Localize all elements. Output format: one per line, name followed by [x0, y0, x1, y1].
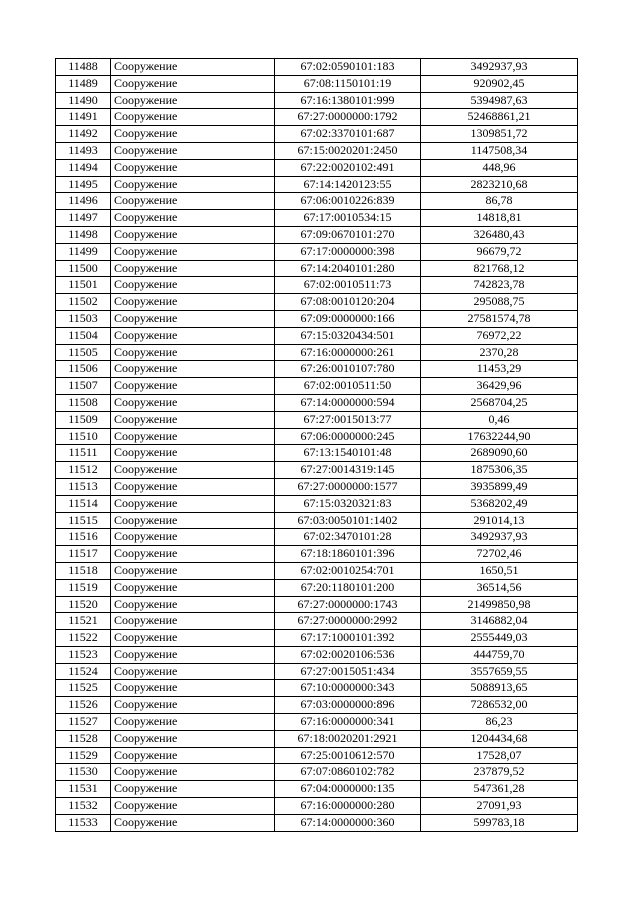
row-number-cell: 11533	[56, 814, 111, 831]
row-number-cell: 11499	[56, 243, 111, 260]
row-number-cell: 11492	[56, 126, 111, 143]
cadastral-number-cell: 67:16:0000000:341	[275, 714, 421, 731]
row-number-cell: 11529	[56, 747, 111, 764]
cadastral-value-cell: 2370,28	[421, 344, 578, 361]
row-number-cell: 11517	[56, 546, 111, 563]
cadastral-number-cell: 67:08:1150101:19	[275, 75, 421, 92]
object-type-cell: Сооружение	[111, 344, 275, 361]
object-type-cell: Сооружение	[111, 495, 275, 512]
row-number-cell: 11513	[56, 478, 111, 495]
object-type-cell: Сооружение	[111, 562, 275, 579]
cadastral-number-cell: 67:10:0000000:343	[275, 680, 421, 697]
cadastral-number-cell: 67:16:0000000:280	[275, 798, 421, 815]
cadastral-number-cell: 67:02:3470101:28	[275, 529, 421, 546]
object-type-cell: Сооружение	[111, 394, 275, 411]
cadastral-number-cell: 67:14:2040101:280	[275, 260, 421, 277]
table-row	[56, 462, 578, 479]
table-row	[56, 428, 578, 445]
cadastral-value-cell: 3492937,93	[421, 529, 578, 546]
cadastral-value-cell: 1147508,34	[421, 142, 578, 159]
cadastral-value-cell: 0,46	[421, 411, 578, 428]
object-type-cell: Сооружение	[111, 478, 275, 495]
object-type-cell: Сооружение	[111, 159, 275, 176]
cadastral-value-cell: 96679,72	[421, 243, 578, 260]
row-number-cell: 11510	[56, 428, 111, 445]
cadastral-value-cell: 17632244,90	[421, 428, 578, 445]
table-row	[56, 445, 578, 462]
table-row	[56, 59, 578, 76]
cadastral-value-cell: 27581574,78	[421, 310, 578, 327]
object-type-cell: Сооружение	[111, 781, 275, 798]
cadastral-value-cell: 291014,13	[421, 512, 578, 529]
row-number-cell: 11498	[56, 226, 111, 243]
table-row	[56, 697, 578, 714]
cadastral-value-cell: 2689090,60	[421, 445, 578, 462]
cadastral-number-cell: 67:22:0020102:491	[275, 159, 421, 176]
table-row	[56, 243, 578, 260]
table-row	[56, 747, 578, 764]
object-type-cell: Сооружение	[111, 411, 275, 428]
cadastral-number-cell: 67:14:0000000:594	[275, 394, 421, 411]
row-number-cell: 11502	[56, 294, 111, 311]
object-type-cell: Сооружение	[111, 109, 275, 126]
row-number-cell: 11520	[56, 596, 111, 613]
table-row	[56, 176, 578, 193]
object-type-cell: Сооружение	[111, 680, 275, 697]
cadastral-value-cell: 14818,81	[421, 210, 578, 227]
row-number-cell: 11530	[56, 764, 111, 781]
object-type-cell: Сооружение	[111, 142, 275, 159]
table-row	[56, 579, 578, 596]
table-row	[56, 478, 578, 495]
cadastral-number-cell: 67:02:0010511:73	[275, 277, 421, 294]
cadastral-value-cell: 448,96	[421, 159, 578, 176]
table-row	[56, 361, 578, 378]
object-type-cell: Сооружение	[111, 714, 275, 731]
row-number-cell: 11489	[56, 75, 111, 92]
cadastral-number-cell: 67:26:0010107:780	[275, 361, 421, 378]
table-row	[56, 613, 578, 630]
object-type-cell: Сооружение	[111, 646, 275, 663]
cadastral-number-cell: 67:04:0000000:135	[275, 781, 421, 798]
table-row	[56, 210, 578, 227]
table-row	[56, 344, 578, 361]
cadastral-value-cell: 5088913,65	[421, 680, 578, 697]
table-row	[56, 142, 578, 159]
table-row	[56, 663, 578, 680]
cadastral-value-cell: 326480,43	[421, 226, 578, 243]
cadastral-number-cell: 67:02:3370101:687	[275, 126, 421, 143]
object-type-cell: Сооружение	[111, 92, 275, 109]
cadastral-number-cell: 67:27:0000000:1577	[275, 478, 421, 495]
cadastral-value-cell: 1650,51	[421, 562, 578, 579]
table-row	[56, 529, 578, 546]
object-type-cell: Сооружение	[111, 277, 275, 294]
row-number-cell: 11493	[56, 142, 111, 159]
table-row	[56, 294, 578, 311]
table-row	[56, 798, 578, 815]
cadastral-number-cell: 67:02:0010511:50	[275, 378, 421, 395]
cadastral-number-cell: 67:18:1860101:396	[275, 546, 421, 563]
row-number-cell: 11496	[56, 193, 111, 210]
object-type-cell: Сооружение	[111, 193, 275, 210]
row-number-cell: 11523	[56, 646, 111, 663]
row-number-cell: 11491	[56, 109, 111, 126]
table-row	[56, 630, 578, 647]
row-number-cell: 11506	[56, 361, 111, 378]
cadastral-number-cell: 67:16:1380101:999	[275, 92, 421, 109]
cadastral-number-cell: 67:15:0320321:83	[275, 495, 421, 512]
cadastral-number-cell: 67:17:0010534:15	[275, 210, 421, 227]
row-number-cell: 11522	[56, 630, 111, 647]
object-type-cell: Сооружение	[111, 294, 275, 311]
cadastral-number-cell: 67:07:0860102:782	[275, 764, 421, 781]
table-row	[56, 546, 578, 563]
cadastral-value-cell: 547361,28	[421, 781, 578, 798]
registry-table	[55, 58, 578, 832]
row-number-cell: 11521	[56, 613, 111, 630]
cadastral-value-cell: 821768,12	[421, 260, 578, 277]
cadastral-number-cell: 67:15:0320434:501	[275, 327, 421, 344]
object-type-cell: Сооружение	[111, 260, 275, 277]
cadastral-number-cell: 67:14:0000000:360	[275, 814, 421, 831]
cadastral-number-cell: 67:03:0050101:1402	[275, 512, 421, 529]
cadastral-value-cell: 3146882,04	[421, 613, 578, 630]
object-type-cell: Сооружение	[111, 730, 275, 747]
row-number-cell: 11505	[56, 344, 111, 361]
cadastral-value-cell: 2568704,25	[421, 394, 578, 411]
cadastral-value-cell: 920902,45	[421, 75, 578, 92]
row-number-cell: 11501	[56, 277, 111, 294]
row-number-cell: 11500	[56, 260, 111, 277]
cadastral-number-cell: 67:27:0000000:1743	[275, 596, 421, 613]
object-type-cell: Сооружение	[111, 663, 275, 680]
table-row	[56, 378, 578, 395]
row-number-cell: 11508	[56, 394, 111, 411]
cadastral-value-cell: 86,23	[421, 714, 578, 731]
table-row	[56, 193, 578, 210]
object-type-cell: Сооружение	[111, 462, 275, 479]
cadastral-number-cell: 67:25:0010612:570	[275, 747, 421, 764]
object-type-cell: Сооружение	[111, 596, 275, 613]
table-row	[56, 781, 578, 798]
object-type-cell: Сооружение	[111, 176, 275, 193]
cadastral-number-cell: 67:27:0014319:145	[275, 462, 421, 479]
object-type-cell: Сооружение	[111, 697, 275, 714]
table-row	[56, 714, 578, 731]
object-type-cell: Сооружение	[111, 613, 275, 630]
row-number-cell: 11524	[56, 663, 111, 680]
object-type-cell: Сооружение	[111, 630, 275, 647]
table-row	[56, 327, 578, 344]
row-number-cell: 11532	[56, 798, 111, 815]
cadastral-number-cell: 67:08:0010120:204	[275, 294, 421, 311]
row-number-cell: 11527	[56, 714, 111, 731]
table-row	[56, 680, 578, 697]
table-row	[56, 411, 578, 428]
object-type-cell: Сооружение	[111, 210, 275, 227]
cadastral-value-cell: 3935899,49	[421, 478, 578, 495]
table-row	[56, 512, 578, 529]
object-type-cell: Сооружение	[111, 327, 275, 344]
row-number-cell: 11525	[56, 680, 111, 697]
cadastral-value-cell: 599783,18	[421, 814, 578, 831]
table-row	[56, 814, 578, 831]
cadastral-value-cell: 7286532,00	[421, 697, 578, 714]
row-number-cell: 11507	[56, 378, 111, 395]
cadastral-number-cell: 67:20:1180101:200	[275, 579, 421, 596]
object-type-cell: Сооружение	[111, 764, 275, 781]
table-row	[56, 730, 578, 747]
cadastral-number-cell: 67:02:0020106:536	[275, 646, 421, 663]
cadastral-value-cell: 1309851,72	[421, 126, 578, 143]
table-row	[56, 75, 578, 92]
table-row	[56, 159, 578, 176]
cadastral-value-cell: 5368202,49	[421, 495, 578, 512]
row-number-cell: 11526	[56, 697, 111, 714]
cadastral-number-cell: 67:13:1540101:48	[275, 445, 421, 462]
table-row	[56, 126, 578, 143]
row-number-cell: 11494	[56, 159, 111, 176]
row-number-cell: 11511	[56, 445, 111, 462]
row-number-cell: 11514	[56, 495, 111, 512]
object-type-cell: Сооружение	[111, 226, 275, 243]
object-type-cell: Сооружение	[111, 428, 275, 445]
cadastral-value-cell: 1204434,68	[421, 730, 578, 747]
cadastral-value-cell: 52468861,21	[421, 109, 578, 126]
cadastral-value-cell: 36514,56	[421, 579, 578, 596]
cadastral-value-cell: 3557659,55	[421, 663, 578, 680]
cadastral-number-cell: 67:09:0000000:166	[275, 310, 421, 327]
object-type-cell: Сооружение	[111, 59, 275, 76]
table-row	[56, 260, 578, 277]
row-number-cell: 11503	[56, 310, 111, 327]
object-type-cell: Сооружение	[111, 529, 275, 546]
cadastral-number-cell: 67:06:0010226:839	[275, 193, 421, 210]
object-type-cell: Сооружение	[111, 378, 275, 395]
row-number-cell: 11490	[56, 92, 111, 109]
cadastral-value-cell: 27091,93	[421, 798, 578, 815]
cadastral-number-cell: 67:17:1000101:392	[275, 630, 421, 647]
object-type-cell: Сооружение	[111, 75, 275, 92]
cadastral-number-cell: 67:27:0000000:1792	[275, 109, 421, 126]
table-row	[56, 310, 578, 327]
cadastral-number-cell: 67:14:1420123:55	[275, 176, 421, 193]
table-row	[56, 226, 578, 243]
cadastral-value-cell: 86,78	[421, 193, 578, 210]
table-row	[56, 562, 578, 579]
cadastral-value-cell: 11453,29	[421, 361, 578, 378]
object-type-cell: Сооружение	[111, 798, 275, 815]
row-number-cell: 11519	[56, 579, 111, 596]
cadastral-value-cell: 444759,70	[421, 646, 578, 663]
cadastral-value-cell: 17528,07	[421, 747, 578, 764]
row-number-cell: 11495	[56, 176, 111, 193]
object-type-cell: Сооружение	[111, 310, 275, 327]
row-number-cell: 11528	[56, 730, 111, 747]
object-type-cell: Сооружение	[111, 546, 275, 563]
row-number-cell: 11518	[56, 562, 111, 579]
row-number-cell: 11531	[56, 781, 111, 798]
cadastral-number-cell: 67:16:0000000:261	[275, 344, 421, 361]
object-type-cell: Сооружение	[111, 243, 275, 260]
cadastral-value-cell: 742823,78	[421, 277, 578, 294]
table-row	[56, 764, 578, 781]
cadastral-number-cell: 67:09:0670101:270	[275, 226, 421, 243]
cadastral-value-cell: 36429,96	[421, 378, 578, 395]
object-type-cell: Сооружение	[111, 126, 275, 143]
cadastral-value-cell: 295088,75	[421, 294, 578, 311]
row-number-cell: 11509	[56, 411, 111, 428]
table-row	[56, 646, 578, 663]
cadastral-number-cell: 67:02:0010254:701	[275, 562, 421, 579]
table-row	[56, 92, 578, 109]
table-row	[56, 109, 578, 126]
object-type-cell: Сооружение	[111, 814, 275, 831]
cadastral-value-cell: 76972,22	[421, 327, 578, 344]
cadastral-number-cell: 67:27:0015051:434	[275, 663, 421, 680]
cadastral-value-cell: 3492937,93	[421, 59, 578, 76]
object-type-cell: Сооружение	[111, 579, 275, 596]
table-row	[56, 495, 578, 512]
cadastral-value-cell: 21499850,98	[421, 596, 578, 613]
table-row	[56, 394, 578, 411]
cadastral-value-cell: 5394987,63	[421, 92, 578, 109]
object-type-cell: Сооружение	[111, 361, 275, 378]
cadastral-value-cell: 2555449,03	[421, 630, 578, 647]
row-number-cell: 11497	[56, 210, 111, 227]
cadastral-number-cell: 67:06:0000000:245	[275, 428, 421, 445]
cadastral-number-cell: 67:17:0000000:398	[275, 243, 421, 260]
cadastral-number-cell: 67:15:0020201:2450	[275, 142, 421, 159]
row-number-cell: 11516	[56, 529, 111, 546]
cadastral-number-cell: 67:27:0000000:2992	[275, 613, 421, 630]
cadastral-number-cell: 67:02:0590101:183	[275, 59, 421, 76]
table-row	[56, 596, 578, 613]
cadastral-value-cell: 2823210,68	[421, 176, 578, 193]
row-number-cell: 11512	[56, 462, 111, 479]
row-number-cell: 11488	[56, 59, 111, 76]
cadastral-number-cell: 67:27:0015013:77	[275, 411, 421, 428]
cadastral-value-cell: 72702,46	[421, 546, 578, 563]
cadastral-number-cell: 67:18:0020201:2921	[275, 730, 421, 747]
cadastral-value-cell: 237879,52	[421, 764, 578, 781]
registry-table-body	[56, 59, 578, 832]
table-row	[56, 277, 578, 294]
cadastral-value-cell: 1875306,35	[421, 462, 578, 479]
row-number-cell: 11504	[56, 327, 111, 344]
cadastral-number-cell: 67:03:0000000:896	[275, 697, 421, 714]
row-number-cell: 11515	[56, 512, 111, 529]
object-type-cell: Сооружение	[111, 445, 275, 462]
object-type-cell: Сооружение	[111, 512, 275, 529]
object-type-cell: Сооружение	[111, 747, 275, 764]
